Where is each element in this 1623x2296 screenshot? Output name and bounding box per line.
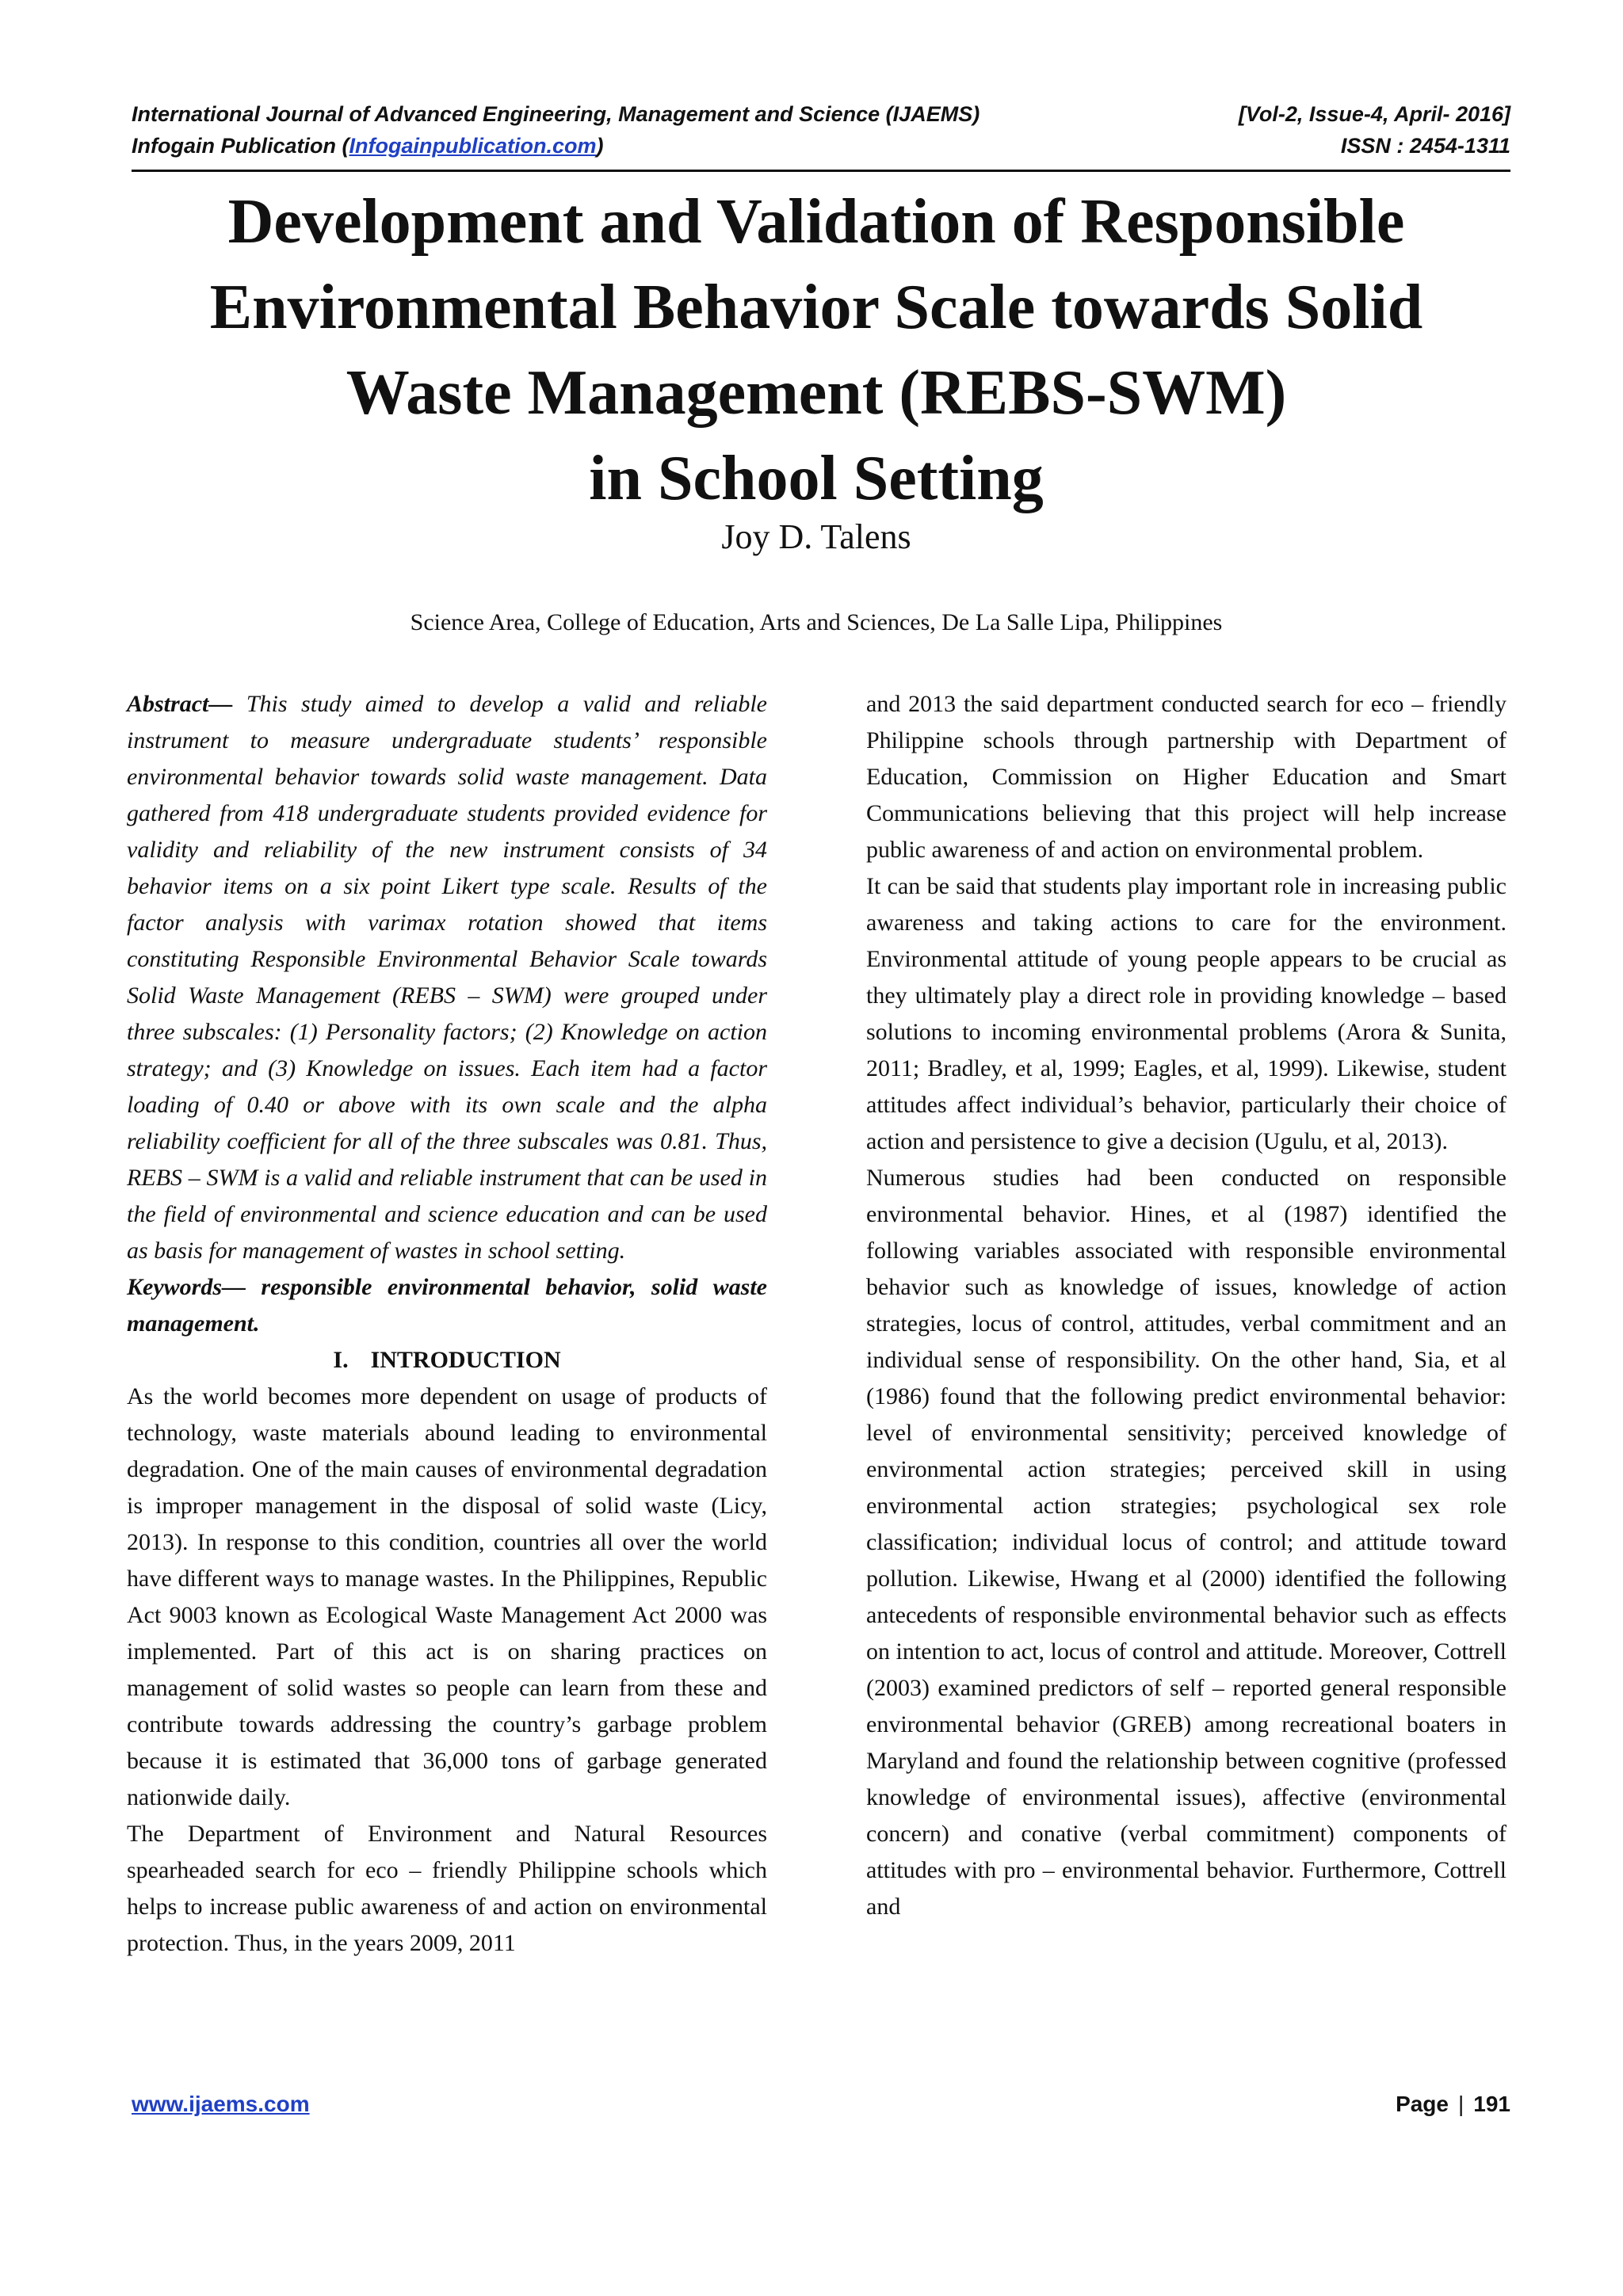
journal-name: International Journal of Advanced Engineering, Management and Science (IJAEMS) (132, 102, 980, 126)
issn: ISSN : 2454-1311 (1340, 134, 1510, 158)
title-line: in School Setting (589, 444, 1044, 513)
body-paragraph: The Department of Environment and Natural Resources spearheaded search for eco – friendly Philippine schools which helps to increase public awareness of and action on environmental protection. Thus, in the years 2009, 2011 (127, 1821, 767, 1956)
left-column (127, 686, 767, 1962)
body-paragraph: It can be said that students play important role in increasing public awareness and taking actions to care for the environment. Environmental attitude of young people appears to be crucial as they ultimately play a direct role in providing knowledge – based solutions to incoming environmental problems (Arora & Sunita, 2011; Bradley, et al, 1999; Eagles, et al, 1999). Likewise, student attitudes affect individual’s behavior, particularly their choice of action and persistence to give a decision (Ugulu, et al, 2013). (866, 873, 1507, 1154)
publisher (132, 130, 603, 162)
keywords-label: Keywords— (127, 1274, 246, 1300)
page-footer (132, 2092, 1510, 2117)
website-link[interactable]: www.ijaems.com (132, 2092, 310, 2116)
publisher-prefix: Infogain Publication ( (132, 134, 349, 158)
author-name: Joy D. Talens (721, 517, 911, 556)
body-paragraph: As the world becomes more dependent on usage of products of technology, waste materials abound leading to environmental degradation. One of the main causes of environmental degradation is improper management in the disposal of solid waste (Licy, 2013). In response to this condition, countries all over the world have different ways to manage wastes. In the Philippines, Republic Act 9003 known as Ecological Waste Management Act 2000 was implemented. Part of this act is on sharing practices on management of solid wastes so people can learn from these and contribute towards addressing the country’s garbage problem because it is estimated that 36,000 tons of garbage generated nationwide daily. (127, 1383, 767, 1810)
page-indicator (1396, 2092, 1510, 2117)
publisher-suffix: ) (596, 134, 604, 158)
section-number: I. (333, 1347, 349, 1373)
page-separator: | (1458, 2092, 1465, 2116)
paper-title (119, 179, 1514, 521)
page-number: 191 (1473, 2092, 1510, 2116)
journal-header (132, 98, 1510, 162)
body-paragraph: and 2013 the said department conducted search for eco – friendly Philippine schools through partnership with Department of Education, Commission on Higher Education and Smart Communications believing that this project will help increase public awareness of and action on environmental problem. (866, 691, 1507, 863)
right-column (866, 686, 1507, 1925)
body-paragraph: Numerous studies had been conducted on responsible environmental behavior. Hines, et al (1987) identified the following variables associated with responsible environmental behavior such as knowledge of issues, knowledge of action strategies, locus of control, attitudes, verbal commitment and an individual sense of responsibility. On the other hand, Sia, et al (1986) found that the following predict environmental behavior: level of environmental sensitivity; perceived knowledge of environmental action strategies; perceived skill in using environmental action strategies; psychological sex role classification; individual locus of control; and attitude toward pollution. Likewise, Hwang et al (2000) identified the following antecedents of responsible environmental behavior such as effects on intention to act, locus of control and attitude. Moreover, Cottrell (2003) examined predictors of self – reported general responsible environmental behavior (GREB) among recreational boaters in Maryland and found the relationship between cognitive (professed knowledge of environmental issues), affective (environmental concern) and conative (verbal commitment) components of attitudes with pro – environmental behavior. Furthermore, Cottrell and (866, 1165, 1507, 1920)
section-title: INTRODUCTION (370, 1347, 561, 1373)
abstract-text: This study aimed to develop a valid and reliable instrument to measure undergraduate students’ responsible environmental behavior towards solid waste management. Data gathered from 418 undergraduate students provided evidence for validity and reliability of the new instrument consists of 34 behavior items on a six point Likert type scale. Results of the factor analysis with varimax rotation showed that items constituting Responsible Environmental Behavior Scale towards Solid Waste Management (REBS – SWM) were grouped under three subscales: (1) Personality factors; (2) Knowledge on action strategy; and (3) Knowledge on issues. Each item had a factor loading of 0.40 or above with its own scale and the alpha reliability coefficient for all of the three subscales was 0.81. Thus, REBS – SWM is a valid and reliable instrument that can be used in the field of environmental and science education and can be used as basis for management of wastes in school setting. (127, 691, 767, 1264)
section-heading (127, 1342, 767, 1379)
header-row-2 (132, 130, 1510, 162)
page-label: Page (1396, 2092, 1449, 2116)
title-line: Development and Validation of Responsible (227, 187, 1405, 257)
volume-info: [Vol-2, Issue-4, April- 2016] (1238, 102, 1510, 126)
title-line: Waste Management (REBS-SWM) (346, 358, 1287, 428)
abstract-label: Abstract— (127, 691, 233, 717)
keywords (127, 1269, 767, 1342)
header-row-1 (132, 98, 1510, 130)
title-line: Environmental Behavior Scale towards Solid (209, 273, 1423, 342)
author-affiliation: Science Area, College of Education, Arts and Sciences, De La Salle Lipa, Philippines (410, 609, 1223, 635)
abstract (127, 686, 767, 1269)
keywords-text: responsible environmental behavior, solid waste management. (127, 1274, 767, 1337)
publisher-link[interactable]: Infogainpublication.com (349, 134, 597, 158)
header-divider (132, 170, 1510, 172)
